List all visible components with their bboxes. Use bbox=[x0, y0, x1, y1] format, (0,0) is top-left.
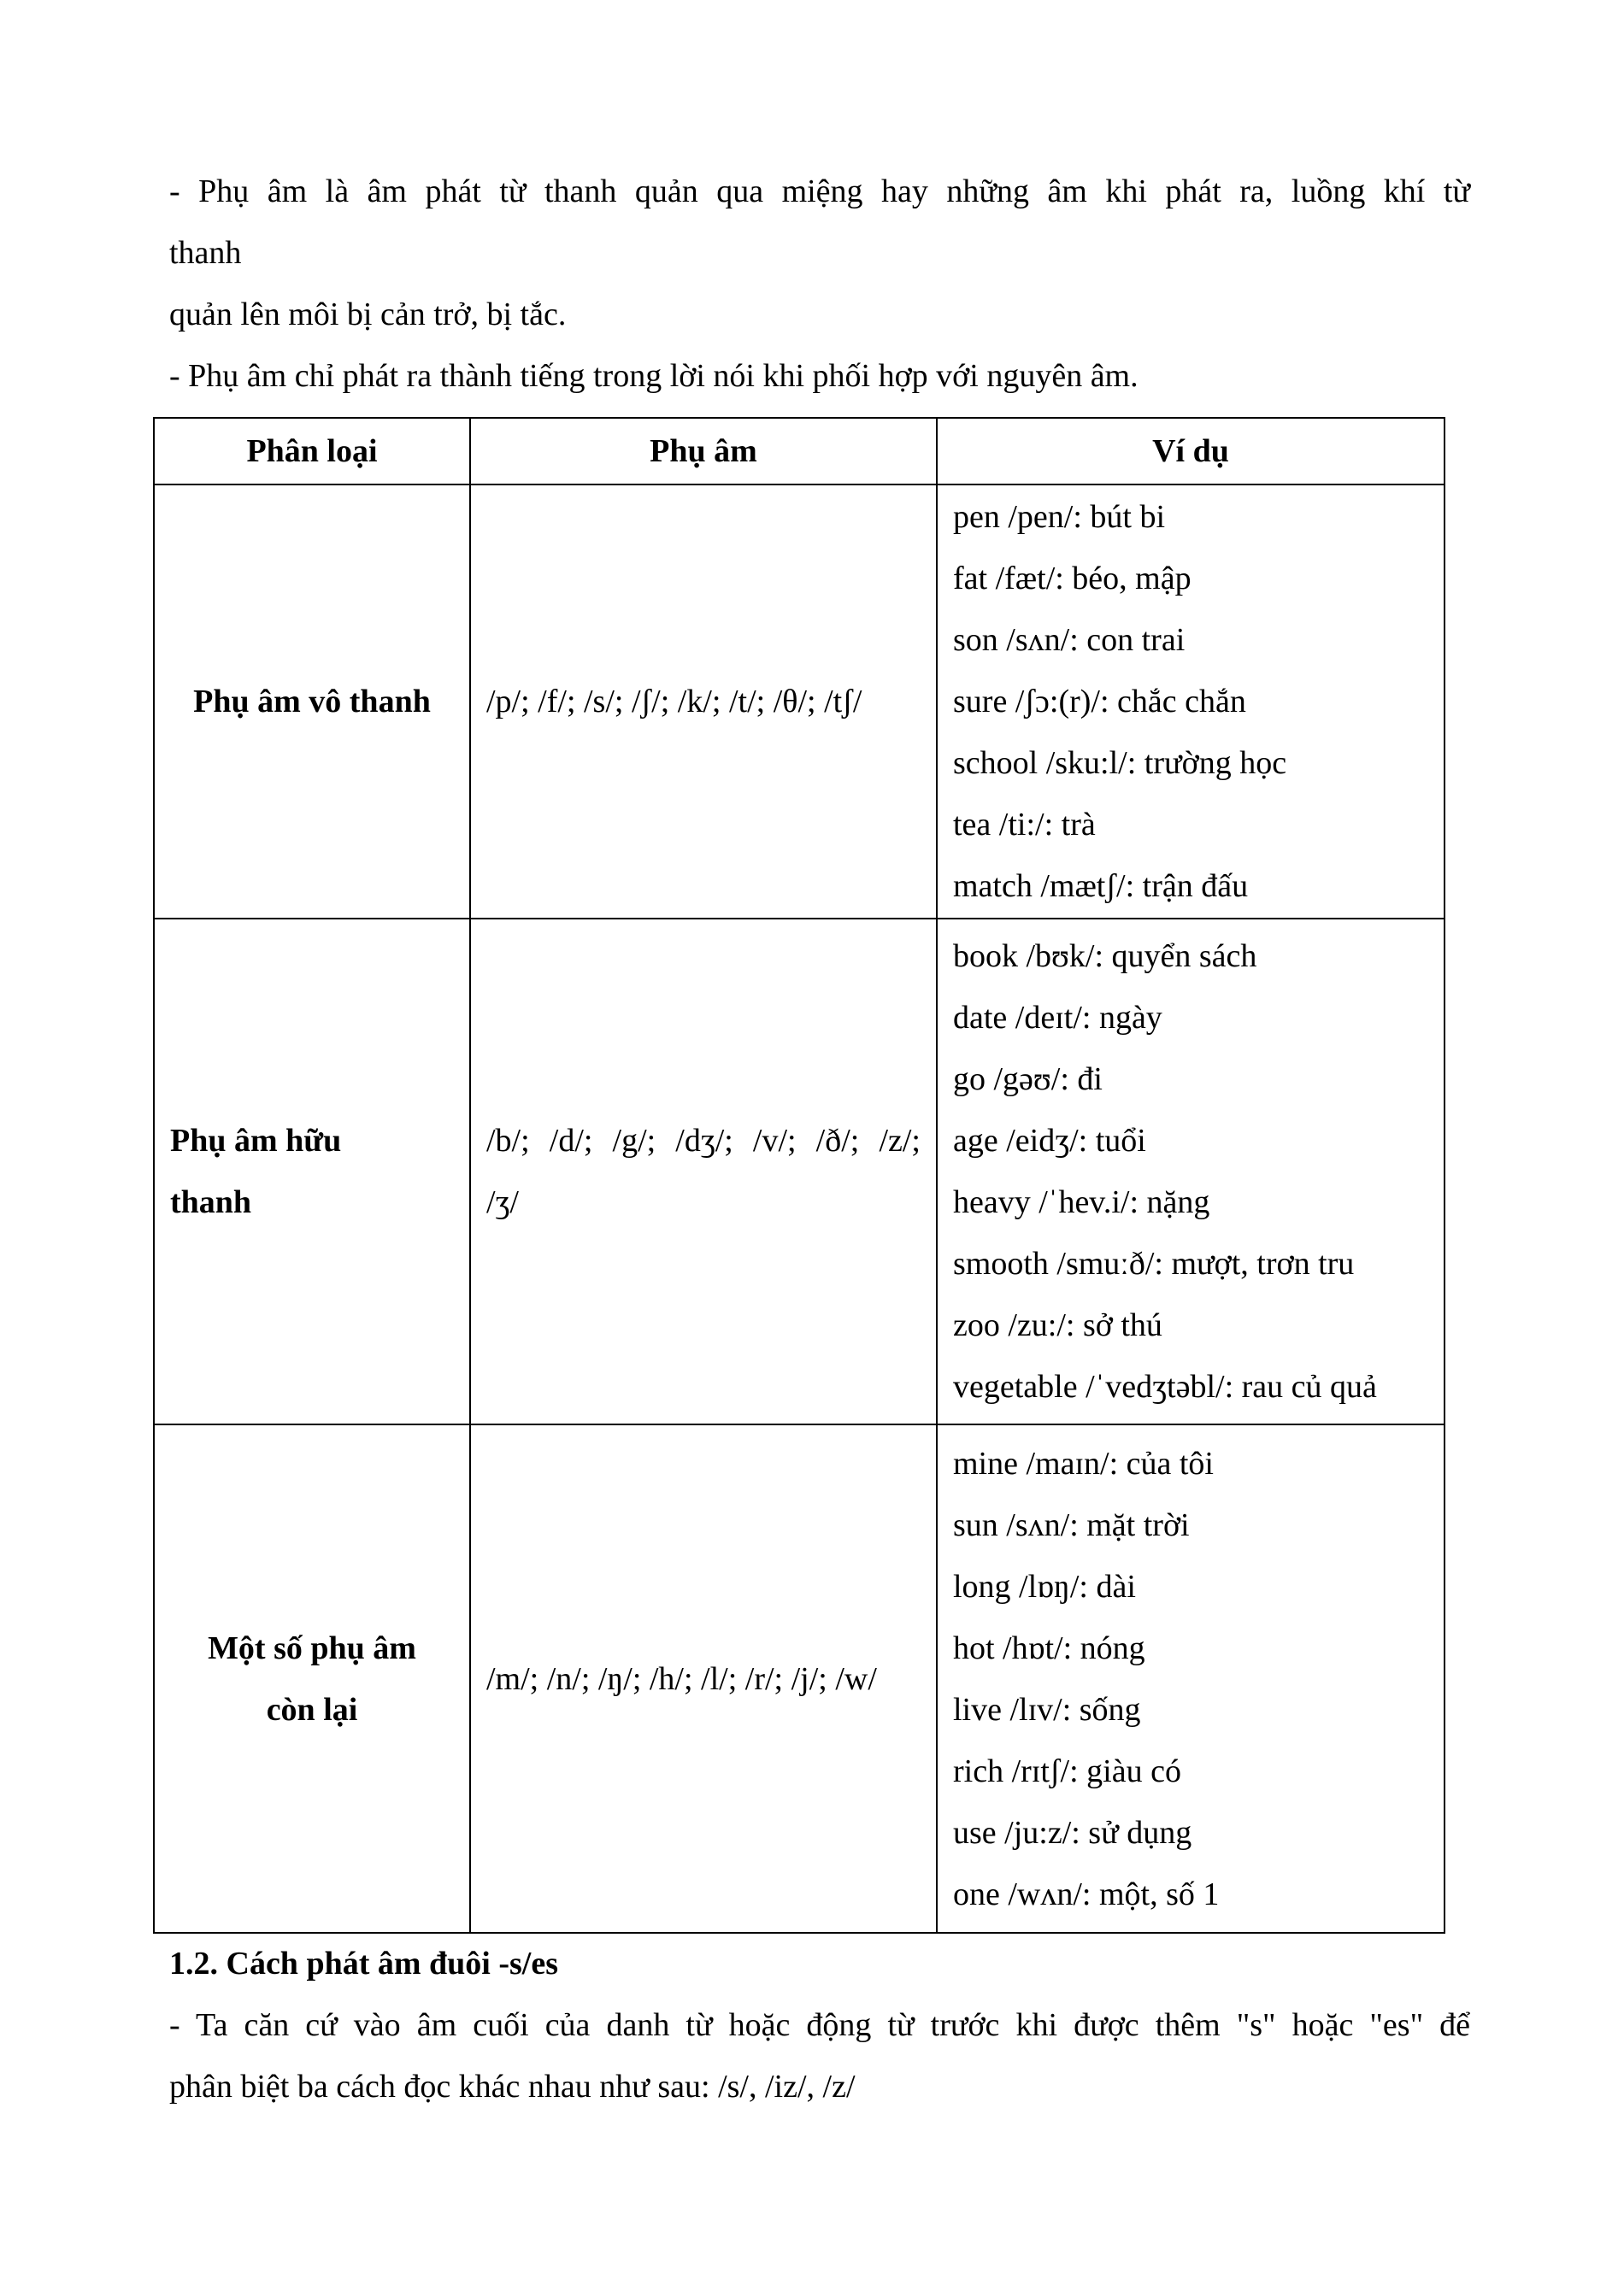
table-row bbox=[154, 484, 1445, 919]
intro-line-3: quản lên môi bị cản trở, bị tắc. bbox=[169, 297, 567, 332]
example-item: live /lɪv/: sống bbox=[953, 1691, 1141, 1728]
consonant-cell: /m/; /n/; /ŋ/; /h/; /l/; /r/; /j/; /w/ bbox=[470, 1424, 937, 1933]
intro-line-1: - Phụ âm là âm phát từ thanh quản qua miệng hay những âm khi phát ra, luồng khí từ bbox=[169, 173, 1470, 209]
example-item: heavy /ˈhev.i/: nặng bbox=[953, 1184, 1210, 1220]
example-cell bbox=[937, 1424, 1445, 1933]
consonant-line: /b/; /d/; /g/; /dʒ/; /v/; /ð/; /z/; bbox=[486, 1123, 921, 1159]
example-item: tea /ti:/: trà bbox=[953, 807, 1096, 843]
example-item: match /mætʃ/: trận đấu bbox=[953, 868, 1249, 904]
example-cell bbox=[937, 919, 1445, 1424]
header-example: Ví dụ bbox=[937, 418, 1445, 484]
example-item: pen /pen/: bút bi bbox=[953, 499, 1166, 535]
category-line: Một số phụ âm bbox=[208, 1630, 416, 1666]
example-item: fat /fæt/: béo, mập bbox=[953, 561, 1192, 596]
consonant-line: /ʒ/ bbox=[486, 1184, 519, 1220]
intro-line-2: thanh bbox=[169, 235, 242, 271]
example-item: use /ju:z/: sử dụng bbox=[953, 1814, 1192, 1851]
category-cell bbox=[154, 919, 470, 1424]
intro-line-4: - Phụ âm chỉ phát ra thành tiếng trong lời nói khi phối hợp với nguyên âm. bbox=[169, 358, 1139, 394]
header-consonant: Phụ âm bbox=[470, 418, 937, 484]
category-cell bbox=[154, 1424, 470, 1933]
table-row bbox=[154, 1424, 1445, 1933]
category-line: Phụ âm hữu bbox=[170, 1123, 342, 1159]
consonant-cell: /p/; /f/; /s/; /ʃ/; /k/; /t/; /θ/; /tʃ/ bbox=[470, 484, 937, 919]
table-header-row bbox=[154, 418, 1445, 484]
category-line: còn lại bbox=[266, 1691, 358, 1728]
example-item: go /gəʊ/: đi bbox=[953, 1061, 1103, 1097]
example-item: one /wʌn/: một, số 1 bbox=[953, 1876, 1220, 1912]
example-item: sun /sʌn/: mặt trời bbox=[953, 1506, 1190, 1543]
example-cell bbox=[937, 484, 1445, 919]
example-item: long /lɒŋ/: dài bbox=[953, 1568, 1136, 1605]
consonant-cell bbox=[470, 919, 937, 1424]
example-item: mine /maɪn/: của tôi bbox=[953, 1445, 1214, 1482]
category-cell: Phụ âm vô thanh bbox=[154, 484, 470, 919]
category-line: thanh bbox=[170, 1184, 252, 1220]
example-item: book /bʊk/: quyển sách bbox=[953, 938, 1257, 974]
header-category: Phân loại bbox=[154, 418, 470, 484]
example-item: school /sku:l/: trường học bbox=[953, 745, 1287, 781]
consonant-table bbox=[153, 417, 1445, 1934]
example-item: zoo /zu:/: sở thú bbox=[953, 1307, 1162, 1343]
section-heading: 1.2. Cách phát âm đuôi -s/es bbox=[169, 1946, 558, 1982]
section-line-2: phân biệt ba cách đọc khác nhau như sau: /s/, /iz/, /z/ bbox=[169, 2069, 856, 2105]
example-item: sure /ʃɔ:(r)/: chắc chắn bbox=[953, 684, 1246, 719]
table-row bbox=[154, 919, 1445, 1424]
example-item: smooth /smuːð/: mượt, trơn tru bbox=[953, 1246, 1355, 1282]
example-item: date /deɪt/: ngày bbox=[953, 1000, 1162, 1036]
example-item: vegetable /ˈvedʒtəbl/: rau củ quả bbox=[953, 1369, 1377, 1405]
example-item: son /sʌn/: con trai bbox=[953, 622, 1186, 658]
example-item: rich /rɪtʃ/: giàu có bbox=[953, 1753, 1181, 1789]
example-item: age /eidʒ/: tuổi bbox=[953, 1123, 1146, 1159]
section-line-1: - Ta căn cứ vào âm cuối của danh từ hoặc động từ trước khi được thêm "s" hoặc "es" để bbox=[169, 2007, 1470, 2043]
example-item: hot /hɒt/: nóng bbox=[953, 1630, 1145, 1666]
